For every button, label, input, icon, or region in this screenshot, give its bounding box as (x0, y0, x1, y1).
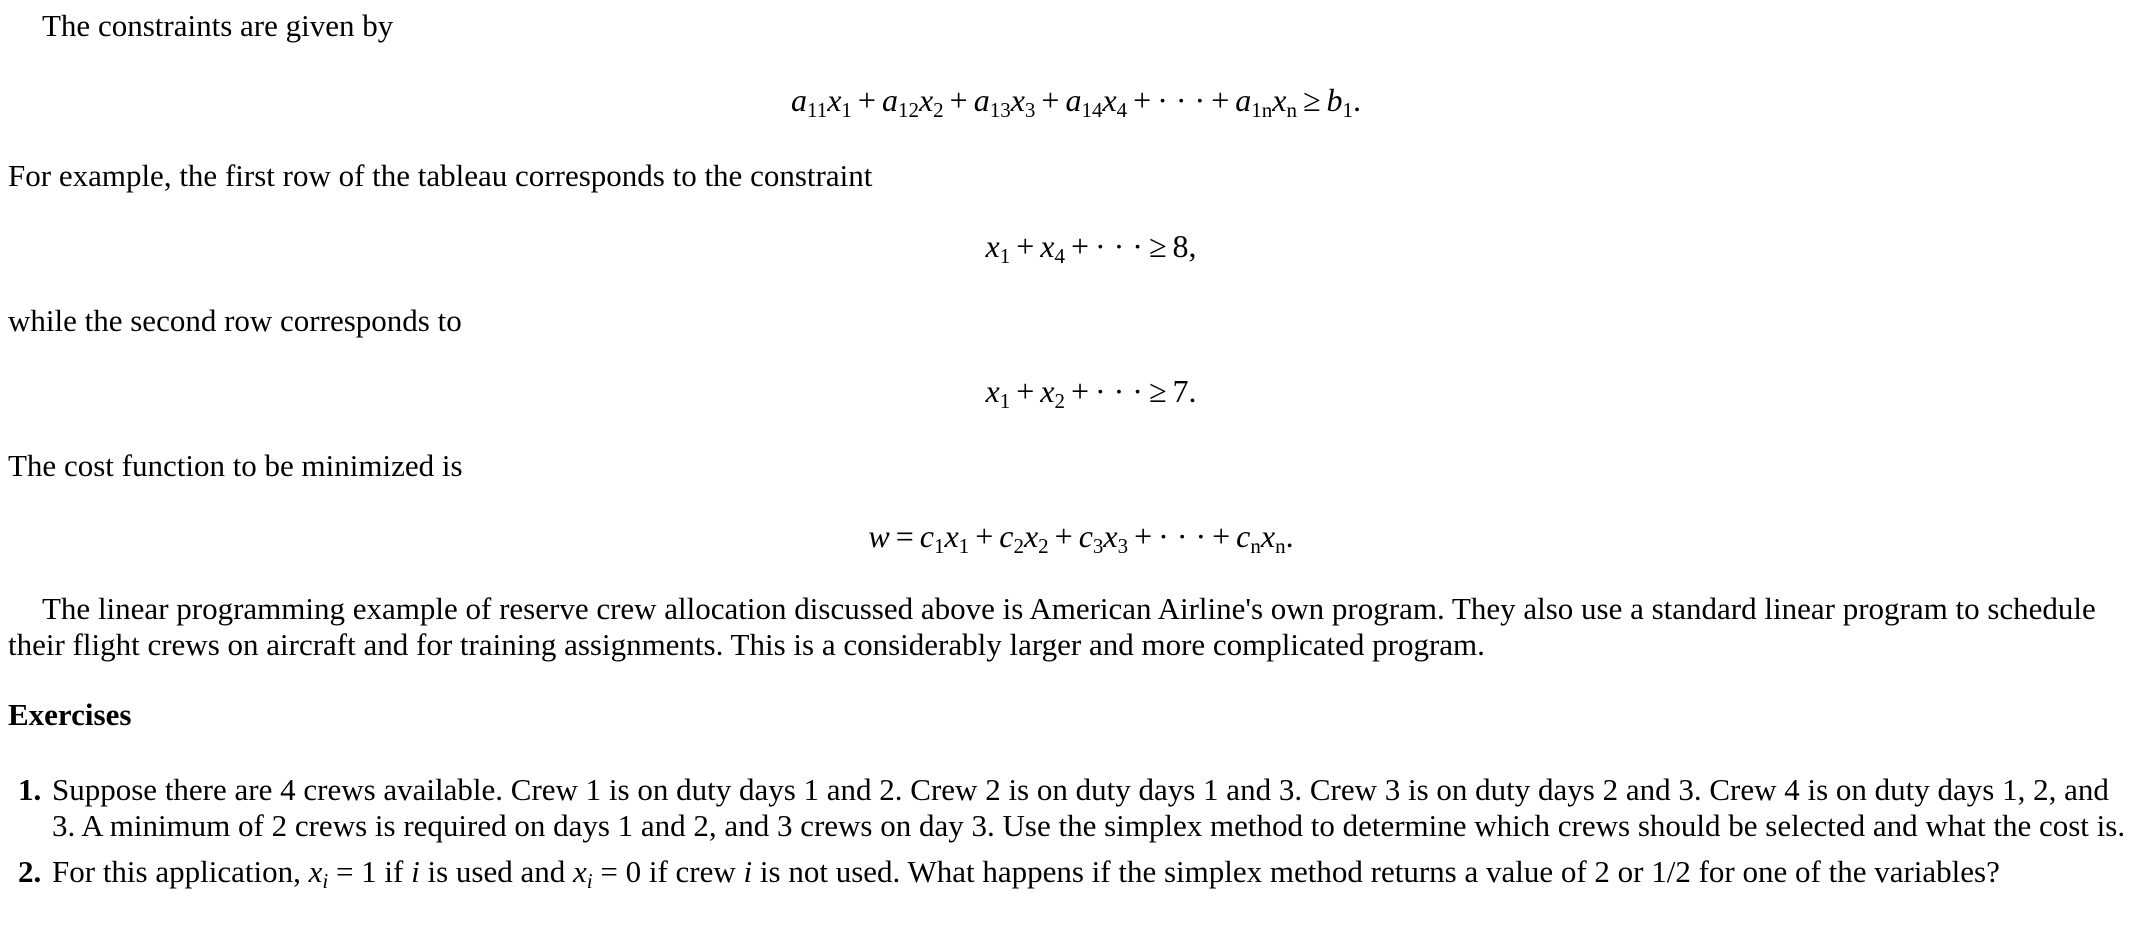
exercise-number: 1. (18, 772, 42, 807)
math-var: $x_i$ (573, 854, 593, 893)
intro-text: The constraints are given by (42, 8, 394, 43)
equation-row1-constraint: $x_1 + x_4$ + · · · ≥ 8, (985, 228, 1197, 268)
exercises-list (8, 772, 2130, 900)
math-var: i (743, 854, 753, 889)
equation-general-constraint: $a_{11}x_1 + a_{12}x_2 + a_{13}x_3 + a_{14}x_4$ + · · · + $a_{1n}x_n \ge b_1$. (790, 82, 1361, 122)
exercise-item (8, 772, 2130, 844)
example-text: For example, the first row of the tableau corresponds to the constraint (8, 158, 873, 193)
second-row-text: while the second row corresponds to (8, 303, 462, 338)
body-paragraph: The linear programming example of reserve crew allocation discussed above is American Airline's own program. They also use a standard linear program to schedule their flight crews on aircraft and for training assignments. This is a considerably larger and more complicated program. (8, 591, 2096, 662)
equation-cost-function: $w = c_1x_1 + c_2x_2 + c_3x_3$ + · · · + $c_nx_n$. (868, 518, 1294, 558)
exercise-text-part: = 1 if (335, 854, 404, 889)
exercise-text-part: = 0 if crew (600, 854, 736, 889)
exercises-heading: Exercises (8, 697, 132, 732)
exercise-item (8, 854, 2130, 893)
equation-row2-constraint: $x_1 + x_2$ + · · · ≥ 7. (985, 373, 1197, 413)
exercise-text-part: is used and (427, 854, 566, 889)
math-var: i (411, 854, 420, 889)
exercise-text-part: For this application, (52, 854, 301, 889)
cost-function-text: The cost function to be minimized is (8, 448, 463, 483)
exercise-text: Suppose there are 4 crews available. Crew 1 is on duty days 1 and 2. Crew 2 is on duty days 1 and 3. Crew 3 is on duty days 2 and 3. Crew 4 is on duty days 1, 2, and 3. A minimum of 2 crews is required on days 1 and 2, and 3 crews on day 3. Use the simplex method to determine which crews should be selected and what the cost is. (52, 772, 2126, 843)
exercise-text-part: is not used. What happens if the simplex method returns a value of 2 or 1/2 for one of the variables? (759, 854, 2000, 889)
exercise-number: 2. (18, 854, 42, 889)
math-var: $x_i$ (308, 854, 329, 893)
